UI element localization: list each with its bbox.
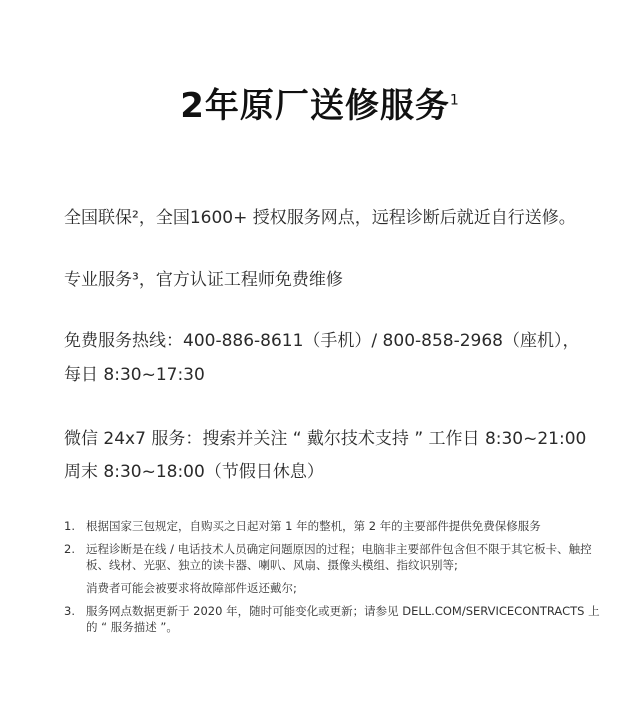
wechat-service-line: 微信 24x7 服务：搜索并关注 “ 戴尔技术支持 ” 工作日 8:30~21:00: [64, 429, 587, 449]
footnote-1: [64, 518, 600, 534]
footnote-text: 服务网点数据更新于 2020 年，随时可能变化或更新；请参见 DELL.COM/SERVICECONTRACTS 上的 “ 服务描述 ”。: [86, 604, 600, 634]
footnote-2-continued: [86, 580, 600, 596]
weekend-hours-line: 周末 8:30~18:00（节假日休息）: [64, 462, 324, 482]
footnote-number: 3.: [64, 604, 75, 618]
professional-service-line: 专业服务³，官方认证工程师免费维修: [64, 270, 343, 290]
footnotes: [64, 518, 600, 642]
nationwide-warranty-line: 全国联保²，全国1600+ 授权服务网点，远程诊断后就近自行送修。: [64, 208, 576, 228]
footnote-number: 1.: [64, 519, 75, 533]
hotline-line: 免费服务热线：400-886-8611（手机）/ 800-858-2968（座机），: [64, 331, 580, 351]
title-footnote-mark: 1: [449, 92, 460, 109]
footnote-3: [64, 603, 600, 635]
footnote-text: 远程诊断是在线 / 电话技术人员确定问题原因的过程；电脑非主要部件包含但不限于其它板卡、触控板、线材、光驱、独立的读卡器、喇叭、风扇、摄像头模组、指纹识别等;: [86, 542, 592, 572]
footnote-text: 根据国家三包规定，自购买之日起对第 1 年的整机，第 2 年的主要部件提供免费保修服务: [86, 519, 541, 533]
footnote-text: 消费者可能会被要求将故障部件返还戴尔;: [86, 581, 297, 595]
title-text: 2年原厂送修服务: [180, 86, 450, 126]
footnote-number: 2.: [64, 542, 75, 556]
footnote-2: [64, 541, 600, 573]
hotline-hours-line: 每日 8:30~17:30: [64, 365, 205, 385]
page-title: [0, 78, 640, 127]
